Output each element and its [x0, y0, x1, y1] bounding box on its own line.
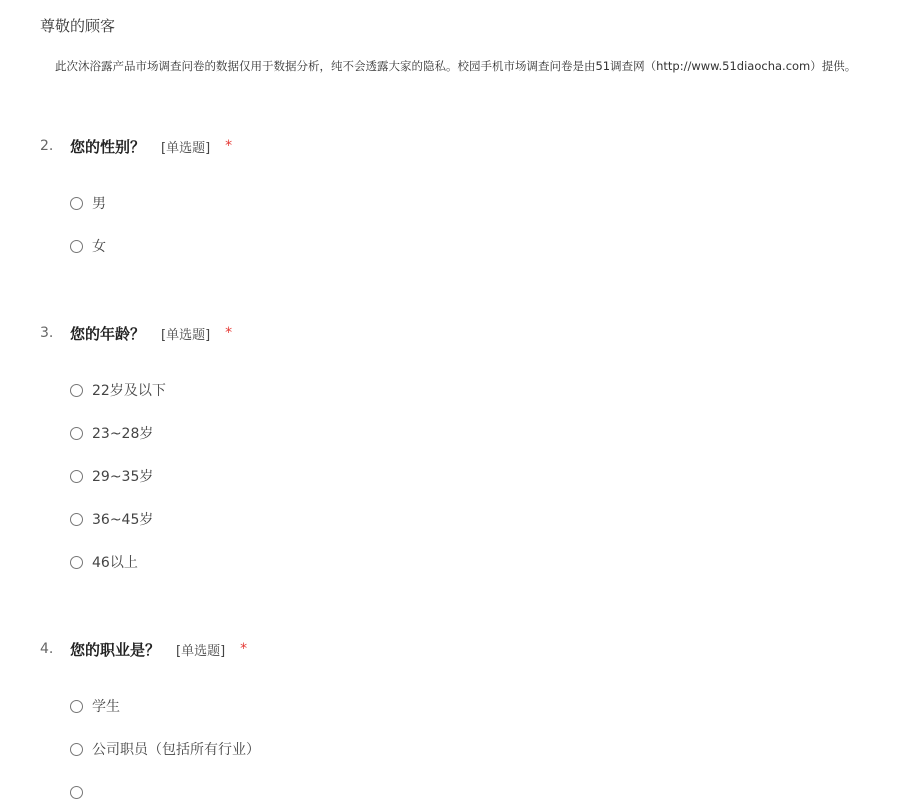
question-number: 2.: [40, 138, 54, 154]
option-list: [70, 698, 260, 800]
required-marker: *: [240, 641, 248, 657]
required-marker: *: [225, 138, 233, 154]
option-label: 23~28岁: [92, 426, 154, 442]
option-age-4[interactable]: [70, 511, 166, 554]
option-company-employee[interactable]: [70, 741, 260, 784]
option-label: 46以上: [92, 555, 138, 571]
option-partially-visible[interactable]: [70, 784, 260, 800]
question-number: 4.: [40, 641, 54, 657]
option-age-3[interactable]: [70, 468, 166, 511]
option-female[interactable]: [70, 238, 106, 281]
radio-button[interactable]: [70, 743, 83, 756]
question-number: 3.: [40, 325, 54, 341]
survey-intro-text: 此次沐浴露产品市场调查问卷的数据仅用于数据分析，纯不会透露大家的隐私。校园手机市场调查问卷是由51调查网（http://www.51diaocha.com）提供。: [55, 59, 857, 73]
radio-button[interactable]: [70, 384, 83, 397]
option-label: 公司职员（包括所有行业）: [92, 742, 260, 758]
option-label: 女: [92, 239, 106, 255]
option-label: 男: [92, 196, 106, 212]
option-label: 学生: [92, 699, 120, 715]
greeting-heading: 尊敬的顾客: [40, 17, 116, 35]
radio-button[interactable]: [70, 197, 83, 210]
required-marker: *: [225, 325, 233, 341]
radio-button[interactable]: [70, 470, 83, 483]
option-age-5[interactable]: [70, 554, 166, 597]
question-type-tag: [单选题]: [161, 327, 211, 343]
option-label: 22岁及以下: [92, 383, 166, 399]
radio-button[interactable]: [70, 513, 83, 526]
option-age-2[interactable]: [70, 425, 166, 468]
option-male[interactable]: [70, 195, 106, 238]
radio-button[interactable]: [70, 556, 83, 569]
question-title: 您的年龄？: [70, 324, 146, 343]
question-header: [40, 322, 232, 344]
question-title: 您的性别？: [70, 137, 146, 156]
question-header: [40, 135, 232, 157]
question-type-tag: [单选题]: [176, 643, 226, 659]
option-label: 36~45岁: [92, 512, 154, 528]
radio-button[interactable]: [70, 786, 83, 799]
radio-button[interactable]: [70, 427, 83, 440]
option-age-1[interactable]: [70, 382, 166, 425]
question-header: [40, 638, 247, 660]
radio-button[interactable]: [70, 700, 83, 713]
option-label: 29~35岁: [92, 469, 154, 485]
radio-button[interactable]: [70, 240, 83, 253]
question-title: 您的职业是？: [70, 640, 161, 659]
option-list: [70, 195, 106, 281]
option-list: [70, 382, 166, 597]
question-type-tag: [单选题]: [161, 140, 211, 156]
option-student[interactable]: [70, 698, 260, 741]
